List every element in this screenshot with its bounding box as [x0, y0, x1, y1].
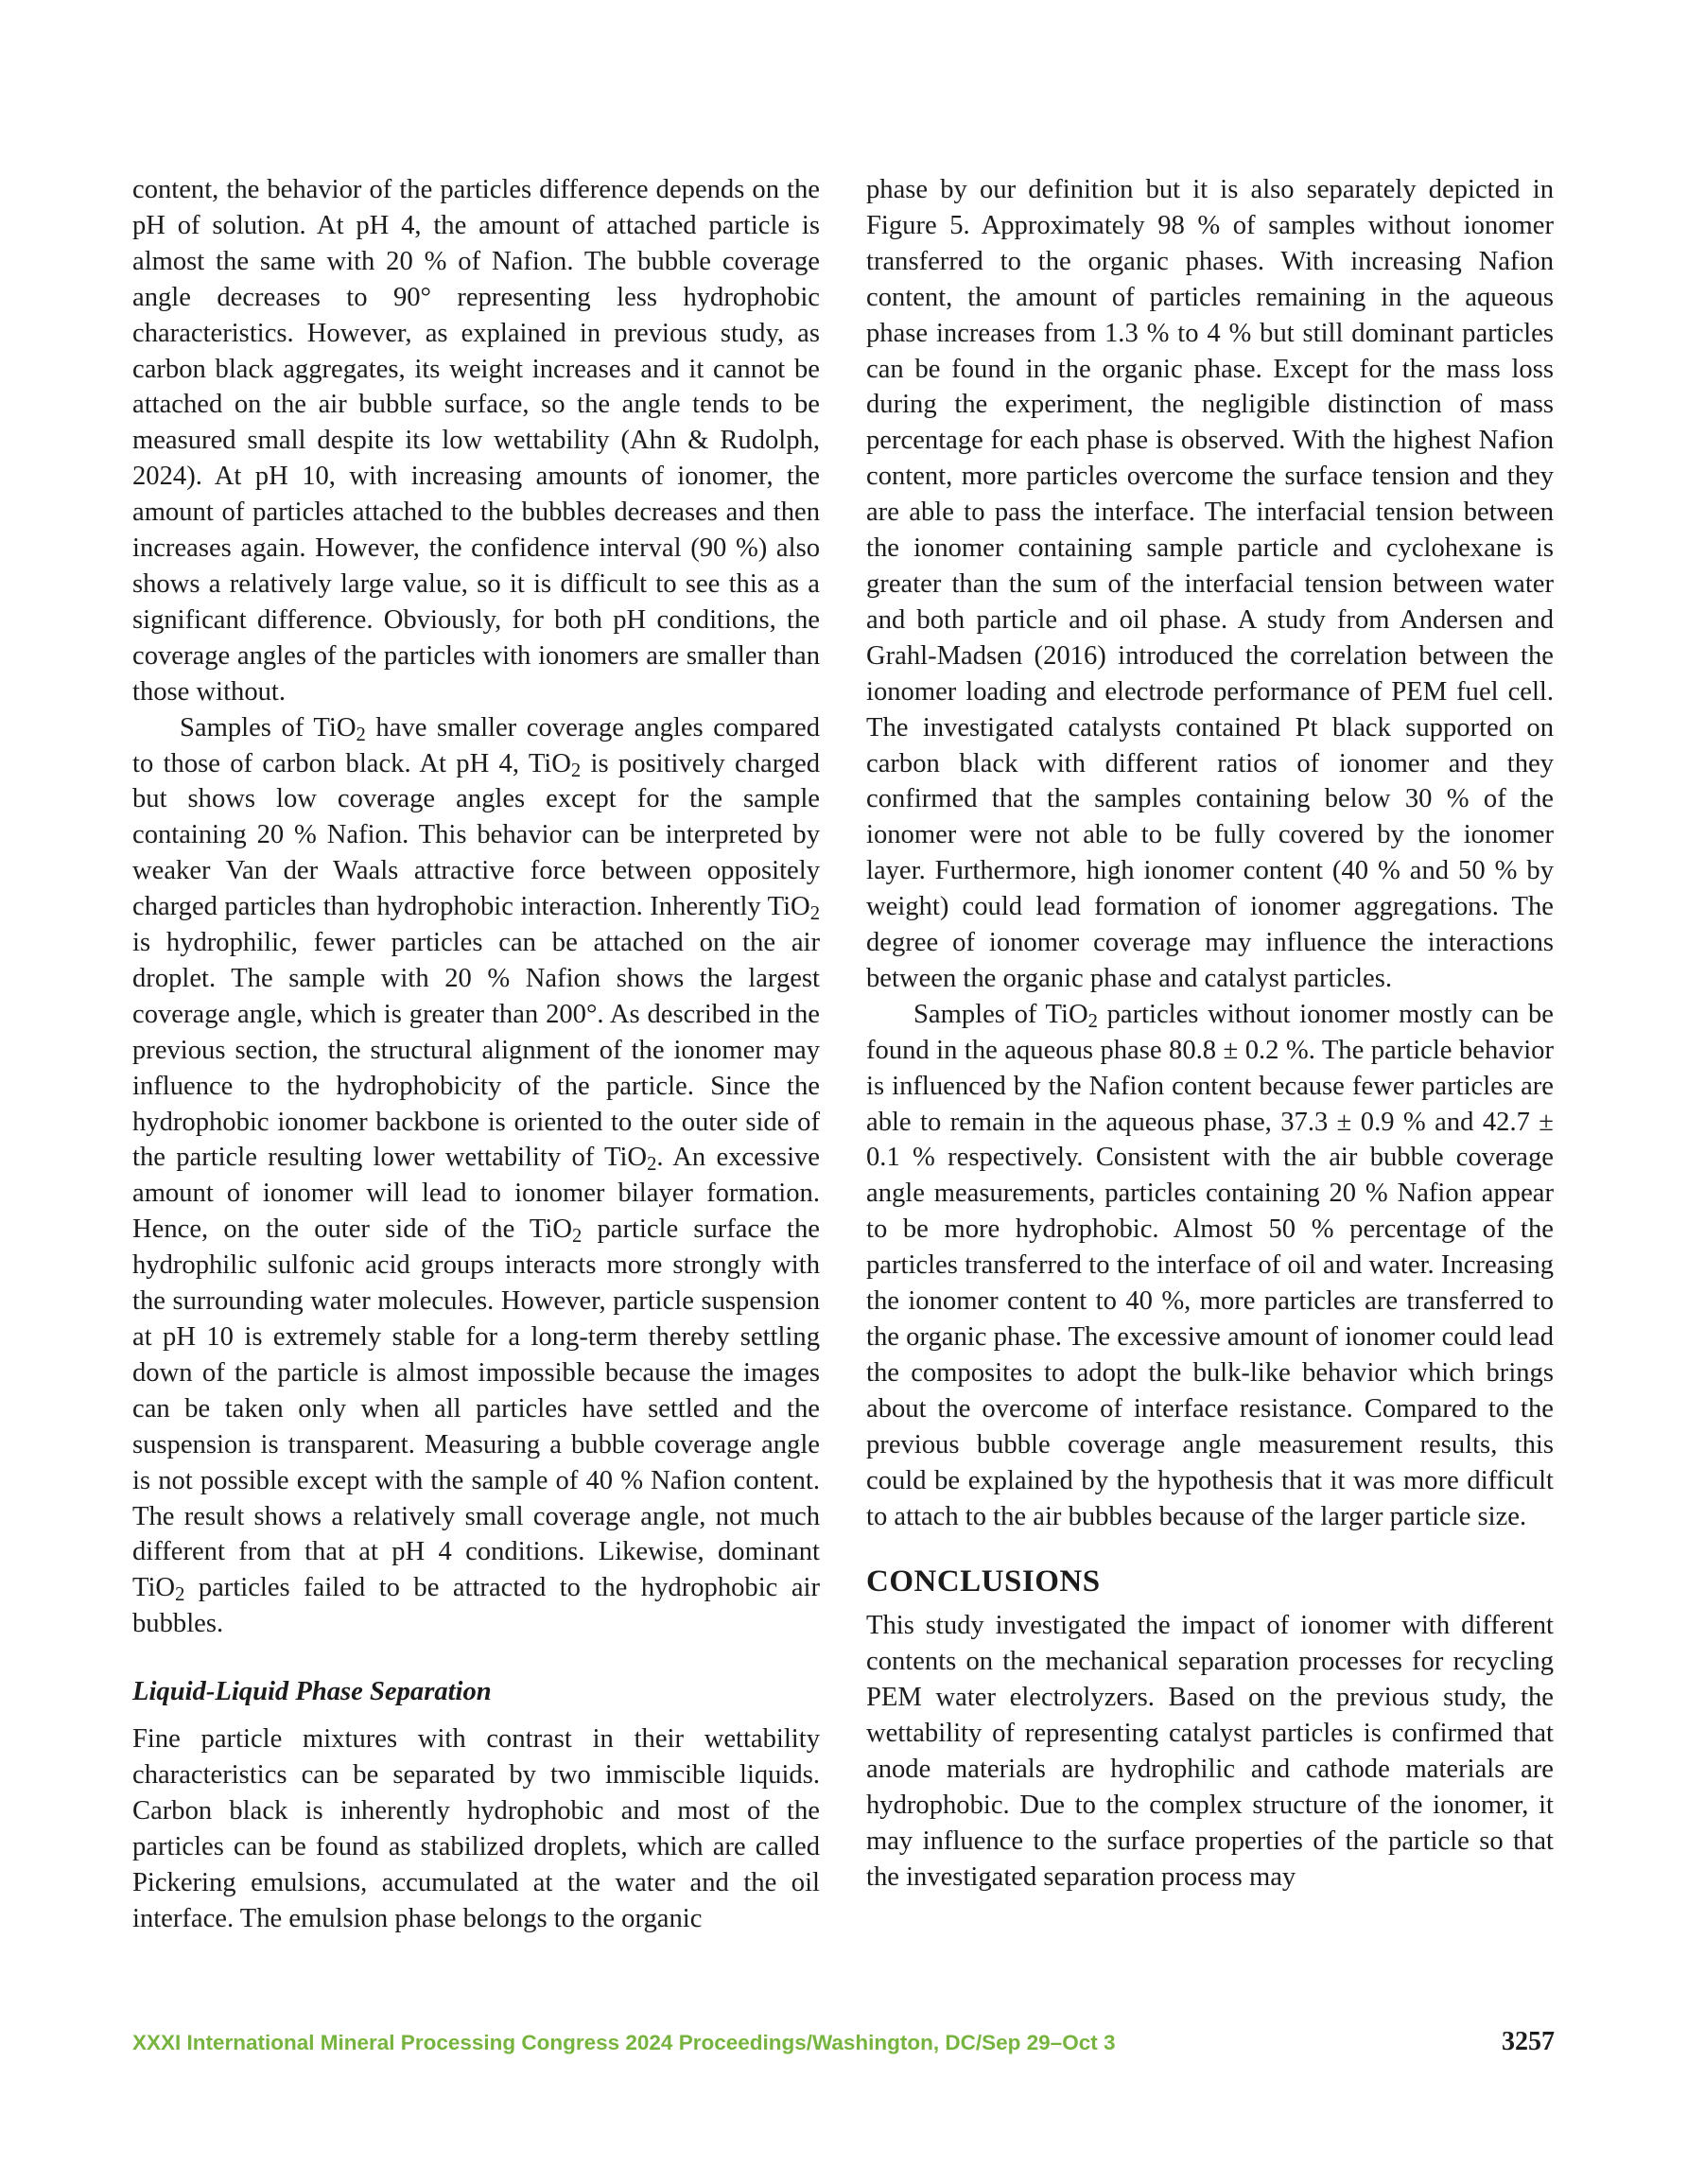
- subscript: 2: [1087, 1010, 1098, 1032]
- body-paragraph: Fine particle mixtures with contrast in their wettability characteristics can be separated by two immiscible liquids. Carbon black is inherently hydrophobic and most of the particles can be found as stabilized droplets, which are called Pickering emulsions, accumulated at the water and the oil interface. The emulsion phase belongs to the organic: [132, 1724, 820, 1933]
- body-paragraph: phase by our definition but it is also separately depicted in Figure 5. Approximately 98 % of samples without ionomer transferred to the organic phases. With increasing Nafion content, the amount of particles remaining in the aqueous phase increases from 1.3 % to 4 % but still dominant particles can be found in the organic phase. Except for the mass loss during the experiment, the negligible distinction of mass percentage for each phase is observed. With the highest Nafion content, more particles overcome the surface tension and they are able to pass the interface. The interfacial tension between the ionomer containing sample particle and cyclohexane is greater than the sum of the interfacial tension between water and both particle and oil phase. A study from Andersen and Grahl-Madsen (2016) introduced the correlation between the ionomer loading and electrode performance of PEM fuel cell. The investigated catalysts contained Pt black supported on carbon black with different ratios of ionomer and they confirmed that the samples containing below 30 % of the ionomer were not able to be fully covered by the ionomer layer. Furthermore, high ionomer content (40 % and 50 % by weight) could lead formation of ionomer aggregations. The degree of ionomer coverage may influence the interactions between the organic phase and catalyst particles.: [866, 175, 1554, 993]
- subsection-heading: Liquid-Liquid Phase Separation: [132, 1677, 492, 1707]
- text-run: . An excessive amount of ionomer will lead to ionomer bilayer formation. Hence, on the outer side of the TiO: [132, 1143, 821, 1245]
- text-run: have smaller coverage angles compared to those of carbon black. At pH 4, TiO: [132, 712, 820, 778]
- body-paragraph: [866, 997, 1554, 1535]
- subscript: 2: [356, 724, 366, 745]
- body-paragraph: This study investigated the impact of ionomer with different contents on the mechanical separation processes for recycling PEM water electrolyzers. Based on the previous study, the wettability of representing catalyst particles is confirmed that anode materials are hydrophilic and cathode materials are hydrophobic. Due to the complex structure of the ionomer, it may influence to the surface properties of the particle so that the investigated separation process may: [866, 1611, 1554, 1892]
- page-footer: [132, 2027, 1555, 2069]
- text-run: particles failed to be attracted to the hydrophobic air bubbles.: [132, 1573, 820, 1639]
- subscript: 2: [809, 903, 820, 925]
- text-run: Samples of TiO: [180, 712, 357, 743]
- text-run: is hydrophilic, fewer particles can be attached on the air droplet. The sample with 20 % Nafion shows the largest coverage angle, which is greater than 200°. As described in the previous section, the structural alignment of the ionomer may influence to the hydrophobicity of the particle. Since the hydrophobic ionomer backbone is oriented to the outer side of the particle resulting lower wettability of TiO: [132, 928, 820, 1173]
- text-run: is positively charged but shows low coverage angles except for the sample containing 20 % Nafion. This behavior can be interpreted by weaker Van der Waals attractive force between oppositely charged particles than hydrophobic interaction. Inherently TiO: [132, 748, 820, 922]
- text-run: particles without ionomer mostly can be found in the aqueous phase 80.8 ± 0.2 %. The particle behavior is influenced by the Nafion content because fewer particles are able to remain in the aqueous phase, 37.3 ± 0.9 % and 42.7 ± 0.1 % respectively. Consistent with the air bubble coverage angle measurements, particles containing 20 % Nafion appear to be more hydrophobic. Almost 50 % percentage of the particles transferred to the interface of oil and water. Increasing the ionomer content to 40 %, more particles are transferred to the organic phase. The excessive amount of ionomer could lead the composites to adopt the bulk-like behavior which brings about the overcome of interface resistance. Compared to the previous bubble coverage angle measurement results, this could be explained by the hypothesis that it was more difficult to attach to the air bubbles because of the larger particle size.: [866, 999, 1554, 1531]
- text-run: particle surface the hydrophilic sulfonic acid groups interacts more strongly with the surrounding water molecules. However, particle suspension at pH 10 is extremely stable for a long-term thereby settling down of the particle is almost impossible because the images can be taken only when all particles have settled and the suspension is transparent. Measuring a bubble coverage angle is not possible except with the sample of 40 % Nafion content. The result shows a relatively small coverage angle, not much different from that at pH 4 conditions. Likewise, dominant TiO: [132, 1214, 820, 1603]
- subscript: 2: [647, 1154, 657, 1176]
- page-number: 3257: [1502, 2027, 1555, 2056]
- body-paragraph: [132, 710, 820, 1643]
- subscript: 2: [571, 1226, 583, 1248]
- right-column: [866, 172, 1554, 1896]
- left-column: [132, 172, 820, 1937]
- subscript: 2: [175, 1584, 185, 1606]
- subscript: 2: [570, 760, 582, 781]
- section-heading: CONCLUSIONS: [866, 1564, 1101, 1599]
- body-paragraph: content, the behavior of the particles difference depends on the pH of solution. At pH 4, the amount of attached particle is almost the same with 20 % of Nafion. The bubble coverage angle decreases to 90° representing less hydrophobic characteristics. However, as explained in previous study, as carbon black aggregates, its weight increases and it cannot be attached on the air bubble surface, so the angle tends to be measured small despite its low wettability (Ahn & Rudolph, 2024). At pH 10, with increasing amounts of ionomer, the amount of particles attached to the bubbles decreases and then increases again. However, the confidence interval (90 %) also shows a relatively large value, so it is difficult to see this as a significant difference. Obviously, for both pH conditions, the coverage angles of the particles with ionomers are smaller than those without.: [132, 175, 820, 707]
- text-run: Samples of TiO: [913, 999, 1088, 1029]
- proceedings-citation: XXXI International Mineral Processing Congress 2024 Proceedings/Washington, DC/Sep 29–Oct 3: [132, 2031, 1116, 2054]
